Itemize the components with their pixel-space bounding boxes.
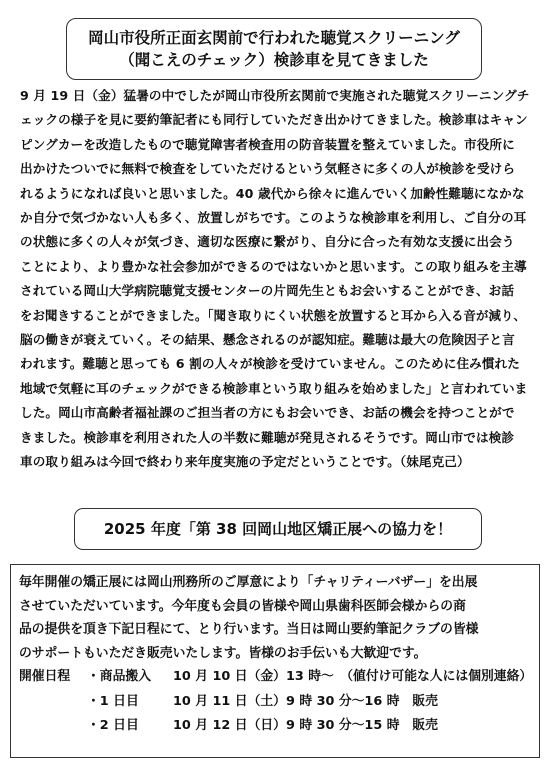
article-line: をお聞きすることができました。「聞き取りにくい状態を放置すると耳から入る音が減り、 xyxy=(20,307,526,323)
article-line: ピングカーを改造したもので聴覚障害者検査用の防音装置を整えていました。市役所に xyxy=(20,136,515,152)
article-title-box xyxy=(66,18,482,80)
article-line: 9 月 19 日（金）猛暑の中でしたが岡山市役所玄関前で実施された聴覚スクリーニングチ xyxy=(20,88,530,103)
notice-line: 毎年開催の矯正展には岡山刑務所のご厚意により「チャリティーバザー」を出展 xyxy=(19,575,478,590)
schedule-detail: 10 月 12 日（日）9 時 30 分～15 時 販売 xyxy=(173,718,438,733)
notice-box xyxy=(10,564,540,758)
article-body xyxy=(20,84,535,475)
section-title: 2025 年度「第 38 回岡山地区矯正展への協力を！ xyxy=(103,520,453,538)
article-line: ことにより、より豊かな社会参加ができるのではないかと思います。この取り組みを主導 xyxy=(20,258,527,274)
schedule-heading: 開催日程 xyxy=(19,669,71,684)
article-line: 地域で気軽に耳のチェックができる検診車という取り組みを始めました」と言われていま xyxy=(20,380,528,396)
article-line: されている岡山大学病院聴覚支援センターの片岡先生ともお会いすることができ、お話 xyxy=(20,283,515,299)
article-title-line1: 岡山市役所正面玄関前で行われた聴覚スクリーニング xyxy=(88,29,460,47)
article-line: 出かけたついでに無料で検査をしていただけるという気軽さに多くの人が検診を受けら xyxy=(20,161,516,177)
article-line: の状態に多くの人々が気づき、適切な医療に繋がり、自分に合った有効な支援に出会う xyxy=(20,234,515,250)
article-title-line2: （聞こえのチェック）検診車を見てきました xyxy=(119,51,429,69)
schedule-detail: 10 月 10 日（金）13 時～ （値付け可能な人には個別連絡） xyxy=(173,669,533,684)
notice-line: のサポートもいただき販売いたします。皆様のお手伝いも大歓迎です。 xyxy=(19,645,427,661)
notice-line: 品の提供を頂き下記日程にて、とり行います。当日は岡山要約筆記クラブの皆様 xyxy=(19,622,479,637)
notice-line: させていただいています。今年度も会員の皆様や岡山県歯科医師会様からの商 xyxy=(19,598,466,614)
schedule-row xyxy=(19,690,539,715)
schedule-item: ・商品搬入 xyxy=(87,669,151,684)
article-line: れるようになれば良いと思いました。40 歳代から徐々に進んでいく加齢性難聴になかな xyxy=(20,185,525,201)
article-line: 脳の働きが衰えていく。その結果、懸念されるのが認知症。難聴は最大の危険因子と言 xyxy=(20,332,515,348)
schedule-row xyxy=(19,714,539,739)
article-line: か自分で気づかない人も多く、放置しがちです。このような検診車を利用し、ご自分の耳 xyxy=(20,210,527,226)
schedule-detail: 10 月 11 日（土）9 時 30 分～16 時 販売 xyxy=(173,693,438,709)
schedule-heading xyxy=(19,714,87,739)
schedule-item: ・2 日目 xyxy=(87,718,139,733)
article-line: われます。難聴と思っても 6 割の人々が検診を受けていません。このために住み慣れた xyxy=(20,356,520,372)
article-line: 車の取り組みは今回で終わり来年度実施の予定だということです。（妹尾克己） xyxy=(20,454,470,470)
article-line: ェックの様子を見に要約筆記者にも同行していただき出かけてきました。検診車はキャン xyxy=(20,112,528,128)
schedule-heading xyxy=(19,690,87,715)
schedule-row xyxy=(19,665,539,690)
article-line: きました。検診車を利用された人の半数に難聴が発見されるそうです。岡山市では検診 xyxy=(20,429,515,445)
section-title-box xyxy=(74,508,482,550)
schedule-item: ・1 日目 xyxy=(87,693,139,709)
article-line: した。岡山市高齢者福祉課のご担当者の方にもお会いでき、お話の機会を持つことがで xyxy=(20,405,515,421)
